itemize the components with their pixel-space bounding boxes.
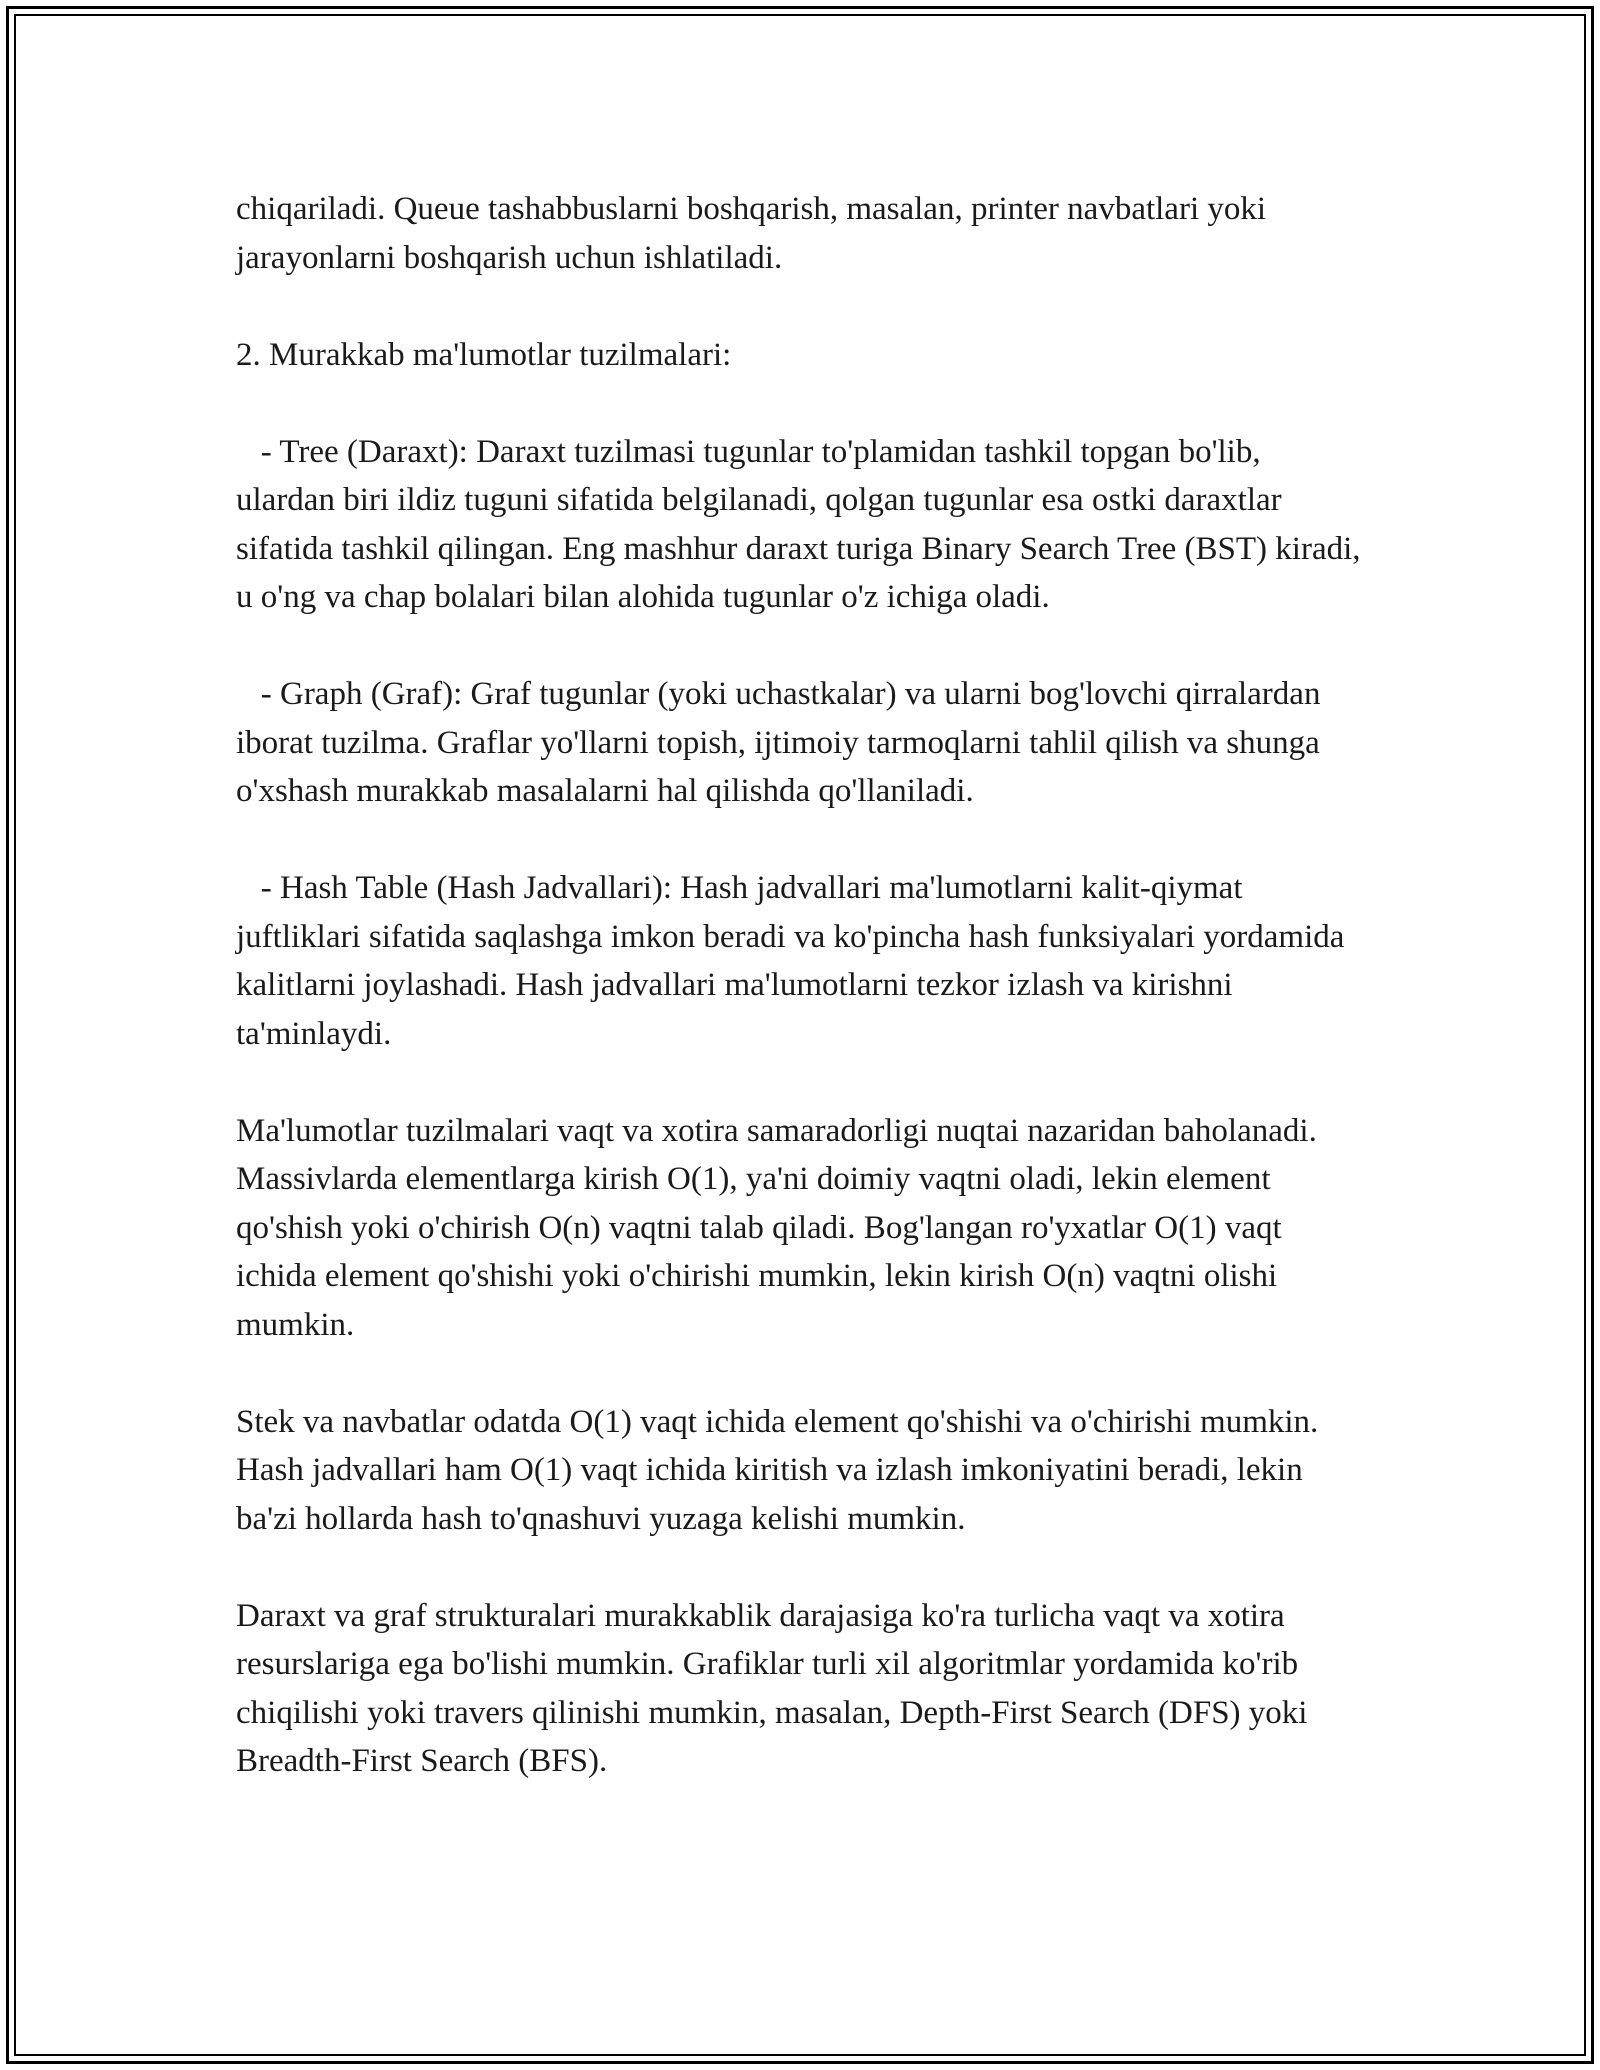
paragraph-tree-graph-traversal: Daraxt va graf strukturalari murakkablik darajasiga ko'ra turlicha vaqt va xotira resurslariga ega bo'lishi mumkin. Grafiklar turli xil algoritmlar yordamida ko'rib chiqilishi yoki travers qilinishi mumkin, masalan, Depth-First Search (DFS) yoki Breadth-First Search (BFS). [236,1597,1316,1779]
paragraph-complexity: Ma'lumotlar tuzilmalari vaqt va xotira samaradorligi nuqtai nazaridan baholanadi. Massivlarda elementlarga kirish O(1), ya'ni doimiy vaqtni oladi, lekin element qo'shish yoki o'chirish O(n) vaqtni talab qiladi. Bog'langan ro'yxatlar O(1) vaqt ichida element qo'shishi yoki o'chirishi mumkin, lekin kirish O(n) vaqtni olishi mumkin. [236,1112,1326,1343]
paragraph-graph: - Graph (Graf): Graf tugunlar (yoki uchastkalar) va ularni bog'lovchi qirralardan iborat tuzilma. Graflar yo'llarni topish, ijtimoiy tarmoqlarni tahlil qilish va shunga o'xshash murakkab masalalarni hal qilishda qo'llaniladi. [236,676,1329,809]
document-body [236,185,1369,1786]
section-heading-complex-structures: 2. Murakkab ma'lumotlar tuzilmalari: [236,336,732,373]
paragraph-hash-table: - Hash Table (Hash Jadvallari): Hash jadvallari ma'lumotlarni kalit-qiymat juftliklari sifatida saqlashga imkon beradi va ko'pincha hash funksiyalari yordamida kalitlarni joylashadi. Hash jadvallari ma'lumotlarni tezkor izlash va kirishni ta'minlaydi. [236,870,1353,1052]
paragraph-queue-continuation: chiqariladi. Queue tashabbuslarni boshqarish, masalan, printer navbatlari yoki jarayonlarni boshqarish uchun ishlatiladi. [236,191,1275,276]
paragraph-tree: - Tree (Daraxt): Daraxt tuzilmasi tugunlar to'plamidan tashkil topgan bo'lib, ulardan biri ildiz tuguni sifatida belgilanadi, qolgan tugunlar esa ostki daraxtlar sifatida tashkil qilingan. Eng mashhur daraxt turiga Binary Search Tree (BST) kiradi, u o'ng va chap bolalari bilan alohida tugunlar o'z ichiga oladi. [236,433,1369,615]
paragraph-stack-queue-complexity: Stek va navbatlar odatda O(1) vaqt ichida element qo'shishi va o'chirishi mumkin. Hash jadvallari ham O(1) vaqt ichida kiritish va izlash imkoniyatini beradi, lekin ba'zi hollarda hash to'qnashuvi yuzaga kelishi mumkin. [236,1403,1327,1537]
